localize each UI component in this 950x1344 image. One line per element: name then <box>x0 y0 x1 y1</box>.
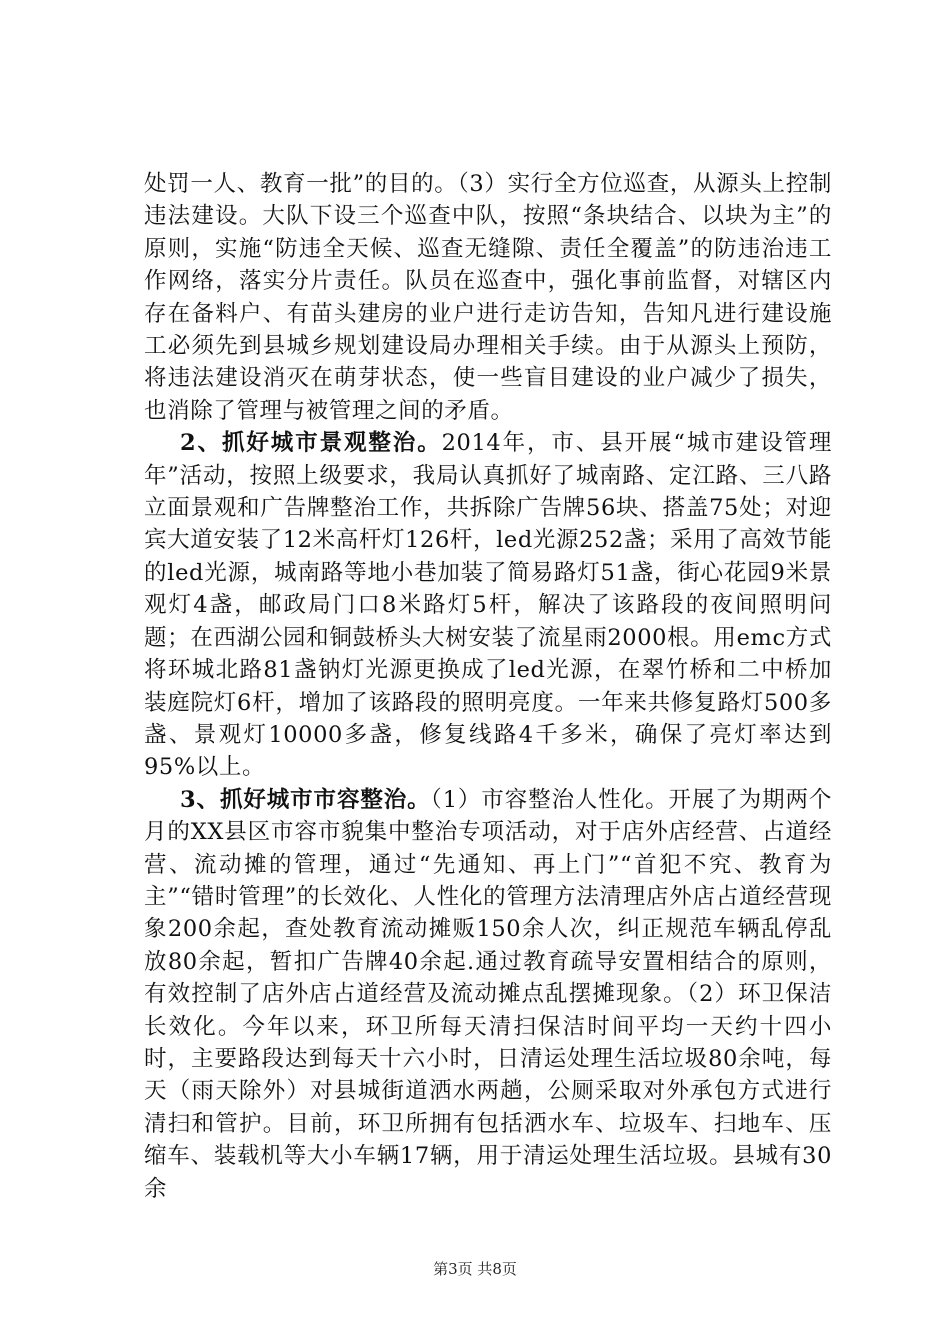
paragraph-3-text: （1）市容整治人性化。开展了为期两个月的XX县区市容市貌集中整治专项活动，对于店外店经营、占道经营、流动摊的管理，通过“先通知、再上门”“首犯不究、教育为主”“错时管理”的长效化、人性化的管理方法清理店外店占道经营现象200余起，查处教育流动摊贩150余人次，纠正规范车辆乱停乱放80余起，暂扣广告牌40余起.通过教育疏导安置相结合的原则，有效控制了店外店占道经营及流动摊点乱摆摊现象。（2）环卫保洁长效化。今年以来，环卫所每天清扫保洁时间平均一天约十四小时，主要路段达到每天十六小时，日清运处理生活垃圾80余吨，每天（雨天除外）对县城街道洒水两趟，公厕采取对外承包方式进行清扫和管护。目前，环卫所拥有包括洒水车、垃圾车、扫地车、压缩车、装载机等大小车辆17辆，用于清运处理生活垃圾。县城有30余 <box>144 786 832 1202</box>
page-number-footer: 第3页 共8页 <box>433 1260 517 1278</box>
paragraph-1-text: 处罚一人、教育一批”的目的。（3）实行全方位巡查，从源头上控制违法建设。大队下设三个巡查中队，按照“条块结合、以块为主”的原则，实施“防违全天候、巡查无缝隙、责任全覆盖”的防违治违工作网络，落实分片责任。队员在巡查中，强化事前监督，对辖区内存在备料户、有苗头建房的业户进行走访告知，告知凡进行建设施工必须先到县城乡规划建设局办理相关手续。由于从源头上预防，将违法建设消灭在萌芽状态，使一些盲目建设的业户减少了损失，也消除了管理与被管理之间的矛盾。 <box>144 171 832 424</box>
paragraph-3 <box>144 784 832 1205</box>
paragraph-2-text: 2014年，市、县开展“城市建设管理年”活动，按照上级要求，我局认真抓好了城南路、定江路、三八路立面景观和广告牌整治工作，共拆除广告牌56块、搭盖75处；对迎宾大道安装了12米高杆灯126杆，led光源252盏；采用了高效节能的led光源，城南路等地小巷加装了简易路灯51盏，街心花园9米景观灯4盏，邮政局门口8米路灯5杆，解决了该路段的夜间照明问题；在西湖公园和铜鼓桥头大树安装了流星雨2000根。用emc方式将环城北路81盏钠灯光源更换成了led光源，在翠竹桥和二中桥加装庭院灯6杆，增加了该路段的照明亮度。一年来共修复路灯500多盏、景观灯10000多盏，修复线路4千多米，确保了亮灯率达到95%以上。 <box>144 430 832 781</box>
paragraph-3-heading: 3、抓好城市市容整治。 <box>180 786 431 813</box>
paragraph-1 <box>144 168 832 427</box>
document-body <box>144 168 832 1205</box>
paragraph-2-heading: 2、抓好城市景观整治。 <box>180 430 442 457</box>
paragraph-2 <box>144 427 832 783</box>
